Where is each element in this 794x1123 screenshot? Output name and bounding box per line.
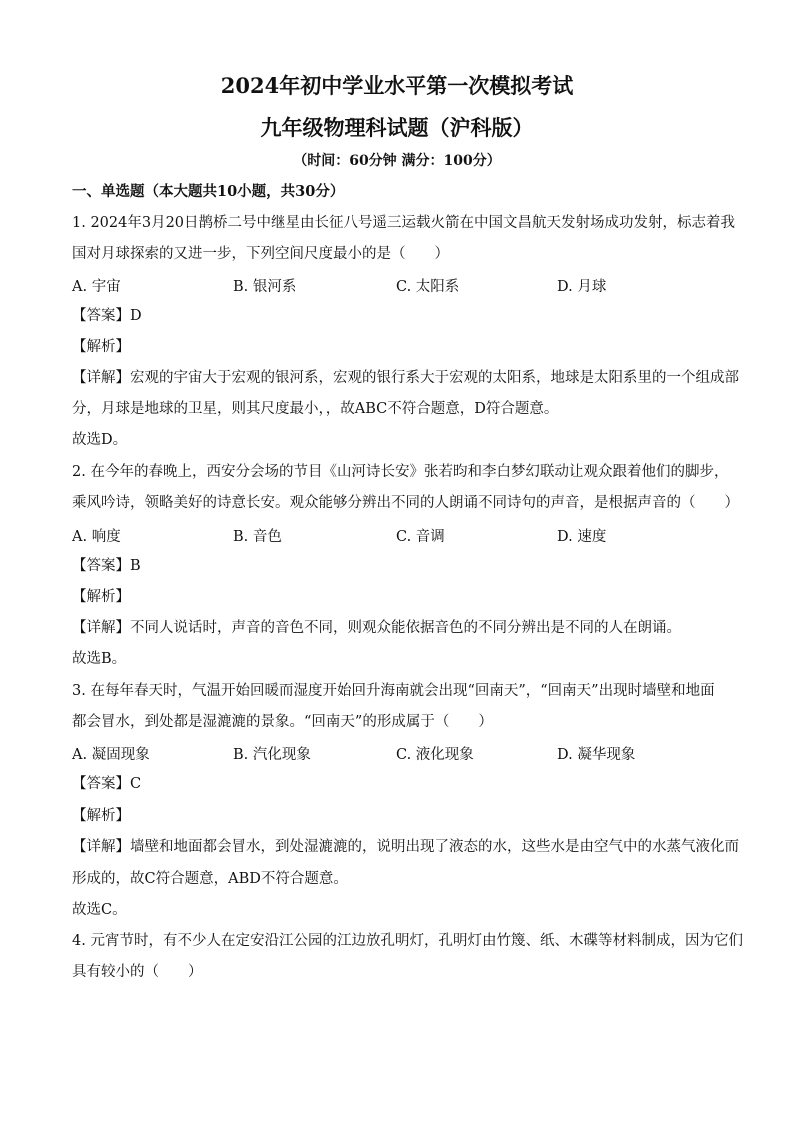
q3-detail-line1: 【详解】墙壁和地面都会冒水，到处湿漉漉的，说明出现了液态的水，这些水是由空气中的水蒸气液化而 <box>72 839 739 855</box>
exam-subtitle: 九年级物理科试题（沪科版） <box>260 115 534 140</box>
q3-conclusion: 故选C。 <box>72 902 127 918</box>
q1-conclusion: 故选D。 <box>72 432 128 448</box>
q3-detail-line2: 形成的，故C符合题意，ABD不符合题意。 <box>72 871 348 887</box>
q2-stem-line1: 2. 在今年的春晚上，西安分会场的节目《山河诗长安》张若昀和李白梦幻联动让观众跟着他们的脚步， <box>72 464 729 480</box>
q2-option-c: C. 音调 <box>396 529 445 545</box>
q3-stem-line1: 3. 在每年春天时，气温开始回暖而湿度开始回升海南就会出现“回南天”，“回南天”出现时墙壁和地面 <box>72 683 715 699</box>
exam-time-info: （时间：60分钟 满分：100分） <box>293 153 501 169</box>
q2-option-a: A. 响度 <box>72 529 121 545</box>
section-heading: 一、单选题（本大题共10小题，共30分） <box>72 183 345 200</box>
q1-answer: 【答案】D <box>72 308 142 324</box>
q1-option-d: D. 月球 <box>557 279 607 295</box>
q1-stem-line2: 国对月球探索的又进一步，下列空间尺度最小的是（ ） <box>72 246 449 262</box>
q2-option-b: B. 音色 <box>233 529 282 545</box>
q3-answer: 【答案】C <box>72 776 142 792</box>
q1-analysis-label: 【解析】 <box>72 339 130 355</box>
q3-option-a: A. 凝固现象 <box>72 747 150 763</box>
q2-analysis-label: 【解析】 <box>72 589 130 605</box>
q3-option-b: B. 汽化现象 <box>233 747 311 763</box>
q3-option-c: C. 液化现象 <box>396 747 474 763</box>
exam-title: 2024年初中学业水平第一次模拟考试 <box>220 73 574 98</box>
q3-option-d: D. 凝华现象 <box>557 747 636 763</box>
q2-option-d: D. 速度 <box>557 529 607 545</box>
q1-option-c: C. 太阳系 <box>396 279 460 295</box>
q1-detail-line1: 【详解】宏观的宇宙大于宏观的银河系，宏观的银行系大于宏观的太阳系，地球是太阳系里的一个组成部 <box>72 370 739 386</box>
q2-conclusion: 故选B。 <box>72 651 127 667</box>
q2-detail-line1: 【详解】不同人说话时，声音的音色不同，则观众能依据音色的不同分辨出是不同的人在朗诵。 <box>72 620 681 636</box>
q4-stem-line1: 4. 元宵节时，有不少人在定安沿江公园的江边放孔明灯，孔明灯由竹篾、纸、木碟等材料制成，因为它们 <box>72 933 743 949</box>
q3-analysis-label: 【解析】 <box>72 808 130 824</box>
q1-option-a: A. 宇宙 <box>72 279 121 295</box>
q2-stem-line2: 乘风吟诗，领略美好的诗意长安。观众能够分辨出不同的人朗诵不同诗句的声音，是根据声音的（ ） <box>72 495 739 511</box>
q1-detail-line2: 分，月球是地球的卫星，则其尺度最小，，故ABC不符合题意，D符合题意。 <box>72 401 559 417</box>
q1-stem-line1: 1. 2024年3月20日鹊桥二号中继星由长征八号遥三运载火箭在中国文昌航天发射场成功发射，标志着我 <box>72 215 736 231</box>
q1-option-b: B. 银河系 <box>233 279 297 295</box>
q3-stem-line2: 都会冒水，到处都是湿漉漉的景象。“回南天”的形成属于（ ） <box>72 714 493 730</box>
q2-answer: 【答案】B <box>72 558 141 574</box>
q4-stem-line2: 具有较小的（ ） <box>72 964 203 980</box>
